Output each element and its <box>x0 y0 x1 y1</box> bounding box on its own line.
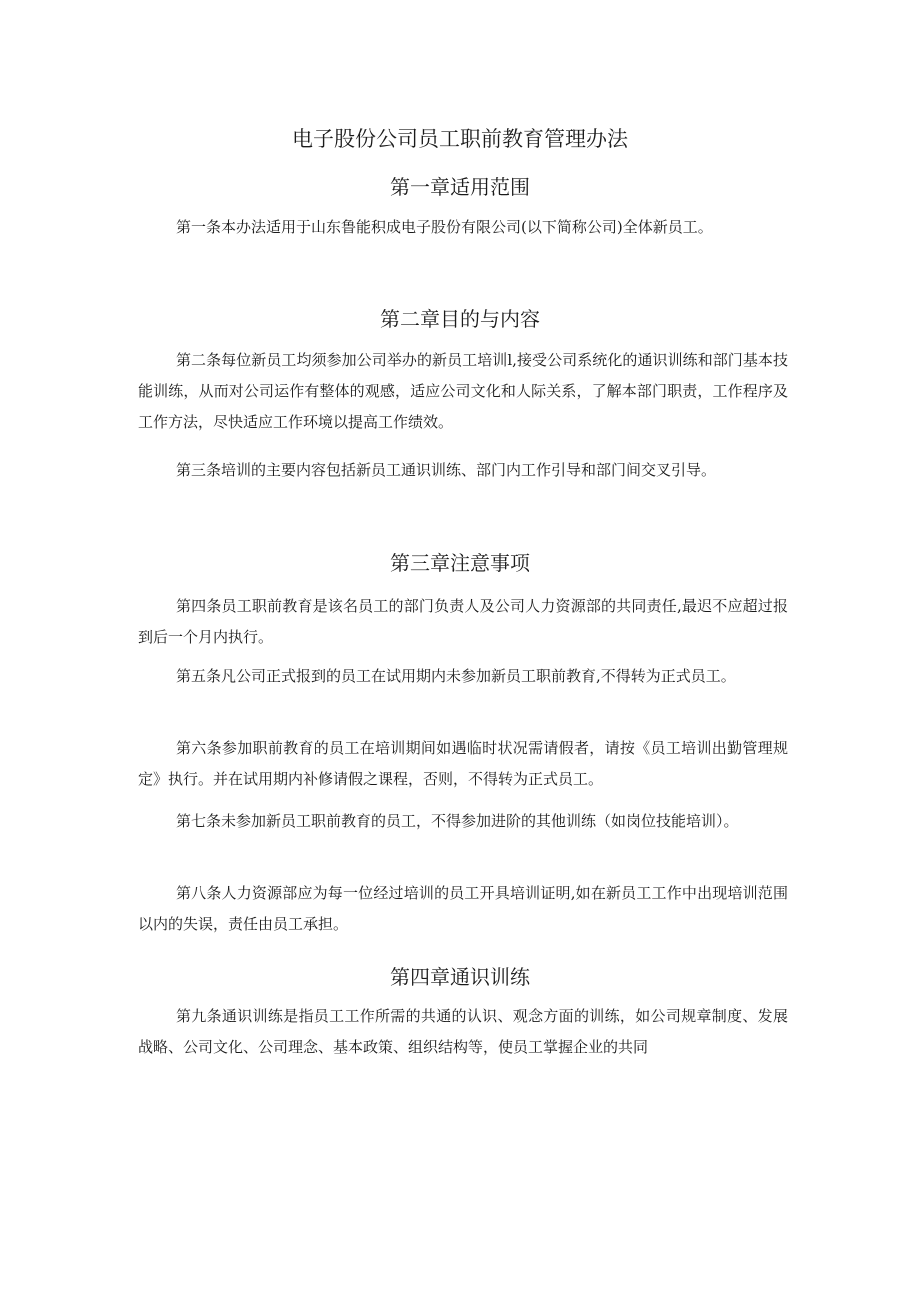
article-4: 第四条员工职前教育是该名员工的部门负责人及公司人力资源部的共同责任,最迟不应超过报到后一个月内执行。 <box>138 597 788 646</box>
article-8: 第八条人力资源部应为每一位经过培训的员工开具培训证明,如在新员工工作中出现培训范围以内的失误，责任由员工承担。 <box>138 884 788 933</box>
chapter-4-heading: 第四章通识训练 <box>390 965 530 989</box>
chapter-2-heading: 第二章目的与内容 <box>380 307 540 331</box>
article-7: 第七条未参加新员工职前教育的员工，不得参加进阶的其他训练（如岗位技能培训）。 <box>176 812 739 830</box>
document-title: 电子股份公司员工职前教育管理办法 <box>292 127 628 151</box>
article-9: 第九条通识训练是指员工工作所需的共通的认识、观念方面的训练，如公司规章制度、发展战略、公司文化、公司理念、基本政策、组织结构等，使员工掌握企业的共同 <box>138 1007 788 1056</box>
article-6: 第六条参加职前教育的员工在培训期间如遇临时状况需请假者，请按《员工培训出勤管理规定》执行。并在试用期内补修请假之课程，否则，不得转为正式员工。 <box>138 739 788 788</box>
chapter-1-heading: 第一章适用范围 <box>390 175 530 199</box>
article-3: 第三条培训的主要内容包括新员工通识训练、部门内工作引导和部门间交叉引导。 <box>176 461 717 479</box>
article-2: 第二条每位新员工均须参加公司举办的新员工培训l,接受公司系统化的通识训练和部门基本技能训练，从而对公司运作有整体的观感，适应公司文化和人际关系，了解本部门职责，工作程序及工作方法，尽快适应工作环境以提高工作绩效。 <box>138 351 788 431</box>
chapter-3-heading: 第三章注意事项 <box>390 551 530 575</box>
article-1: 第一条本办法适用于山东鲁能积成电子股份有限公司(以下简称公司)全体新员工。 <box>176 218 713 236</box>
article-5: 第五条凡公司正式报到的员工在试用期内未参加新员工职前教育,不得转为正式员工。 <box>176 667 736 685</box>
